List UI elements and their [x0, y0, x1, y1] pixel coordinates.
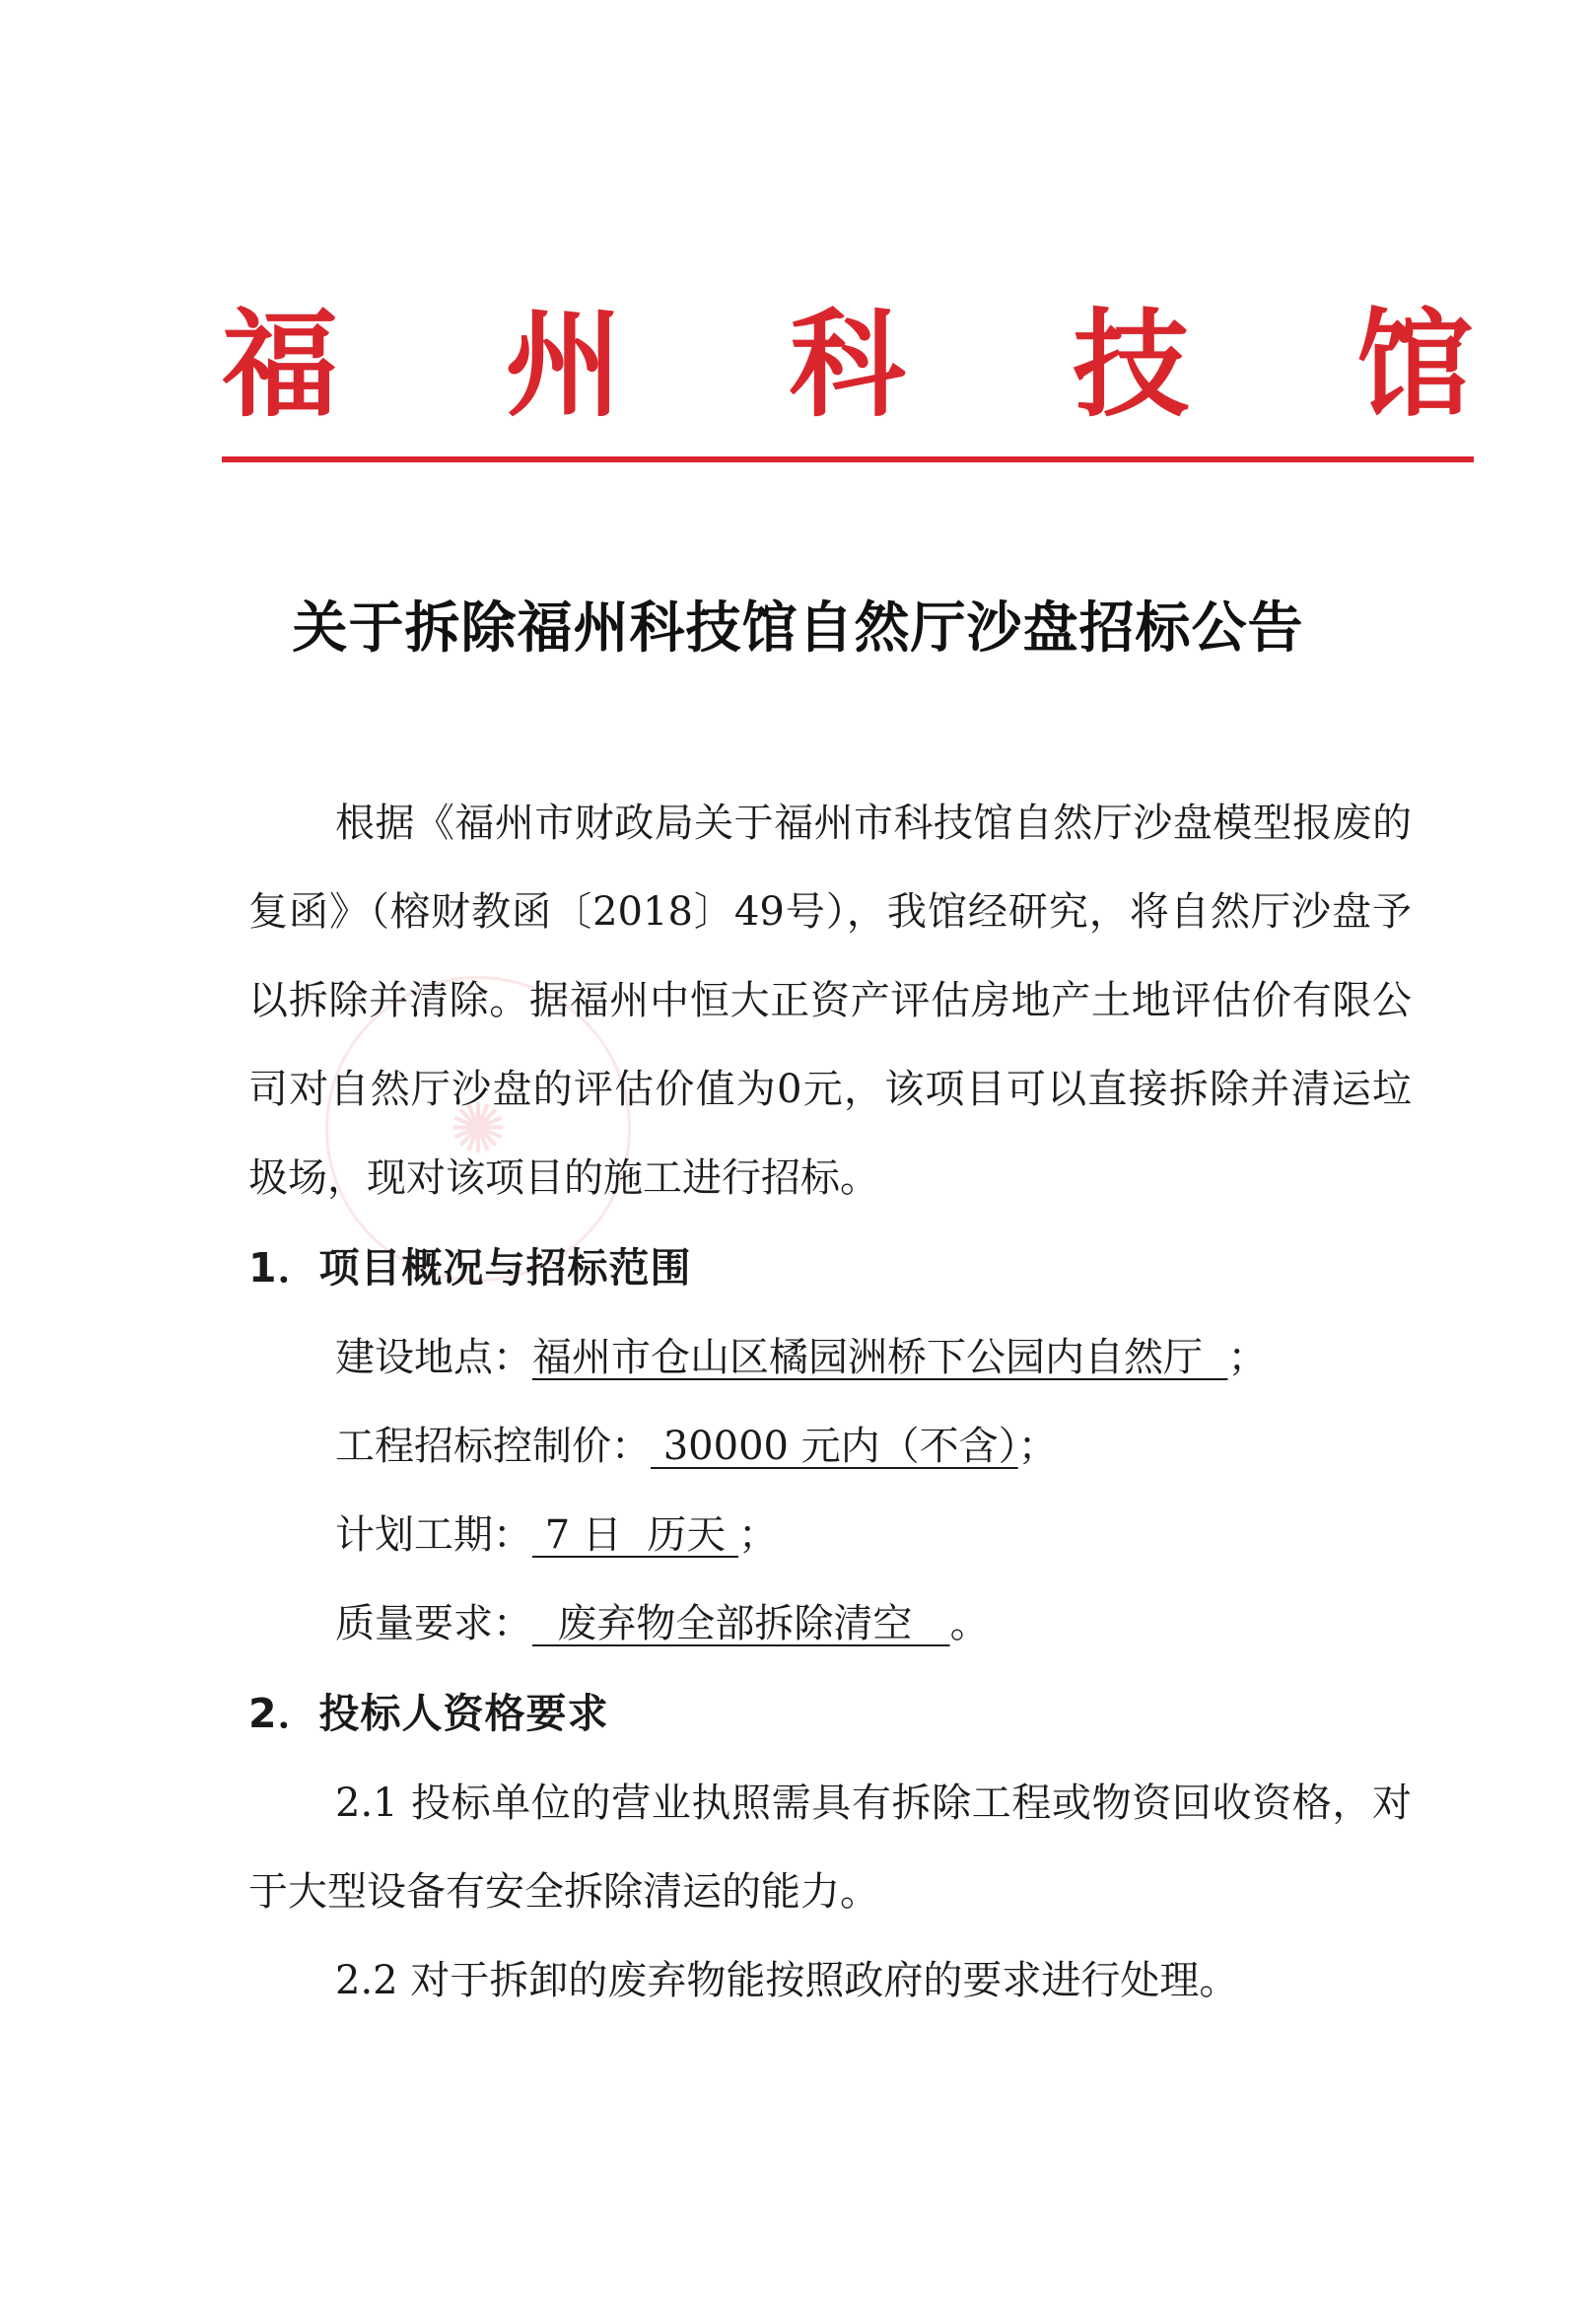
section-heading: 1．项目概况与招标范围: [248, 1244, 692, 1292]
document-title: 关于拆除福州科技馆自然厅沙盘招标公告: [292, 596, 1304, 661]
field-suffix: ；: [1017, 1424, 1058, 1469]
field-label: 质量要求：: [335, 1601, 532, 1646]
field-suffix: ；: [738, 1512, 779, 1558]
field-label: 建设地点：: [335, 1335, 532, 1380]
faded-seal-icon: ✺: [325, 976, 631, 1282]
letterhead-char: 馆: [1355, 296, 1473, 433]
field-value: 福州市仓山区橘园洲桥下公园内自然厅: [532, 1335, 1228, 1380]
letterhead-char: 州: [505, 296, 622, 433]
requirement-paragraph: 2.1 投标单位的营业执照需具有拆除工程或物资回收资格，对于大型设备有安全拆除清运的能力。: [248, 1781, 1412, 1915]
schedule-line: [248, 1491, 1412, 1579]
letterhead: [222, 296, 1473, 434]
intro-paragraph: 根据《福州市财政局关于福州市科技馆自然厅沙盘模型报废的复函》（榕财教函〔2018〕49号），我馆经研究，将自然厅沙盘予以拆除并清除。据福州中恒大正资产评估房地产土地评估价有限公司对自然厅沙盘的评估价值为0元，该项目可以直接拆除并清运垃圾场，现对该项目的施工进行招标。: [248, 801, 1412, 1201]
section-heading: 2．投标人资格要求: [248, 1690, 609, 1737]
location-line: [248, 1313, 1412, 1402]
letterhead-char: 科: [789, 296, 906, 433]
field-value: 废弃物全部拆除清空: [532, 1601, 950, 1646]
control-price-line: [248, 1402, 1412, 1491]
letterhead-char: 技: [1073, 296, 1190, 433]
quality-line: [248, 1579, 1412, 1668]
letterhead-divider: [222, 456, 1474, 462]
field-label: 工程招标控制价：: [335, 1424, 651, 1469]
field-suffix: ；: [1227, 1335, 1268, 1380]
letterhead-char: 福: [222, 296, 339, 433]
field-suffix: 。: [949, 1601, 990, 1646]
requirement-paragraph: 2.2 对于拆卸的废弃物能按照政府的要求进行处理。: [335, 1958, 1239, 2003]
document-body: [248, 779, 1412, 2025]
field-value: 7 日 历天: [532, 1512, 739, 1558]
field-value: 30000 元内（不含）: [651, 1424, 1018, 1469]
field-label: 计划工期：: [335, 1512, 532, 1558]
